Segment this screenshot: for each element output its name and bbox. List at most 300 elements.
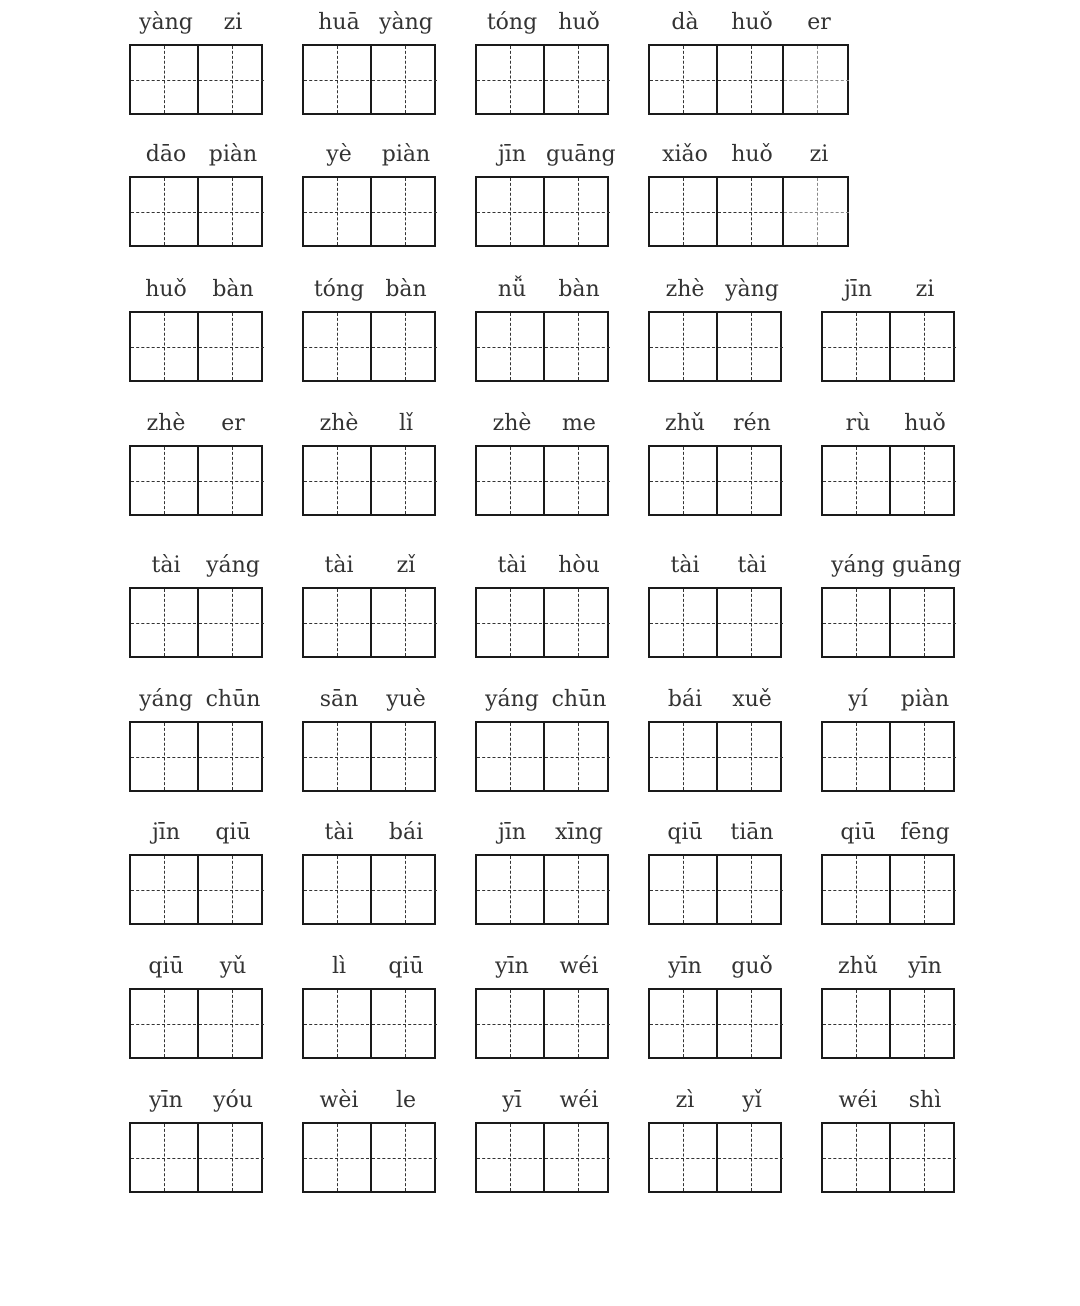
tian-grid-cell[interactable] bbox=[131, 447, 196, 514]
tian-grid-cell[interactable] bbox=[889, 723, 956, 790]
pinyin-label: tài bbox=[151, 553, 181, 578]
pinyin-label: yí bbox=[848, 687, 868, 712]
pinyin-label: shì bbox=[908, 1088, 942, 1113]
guide-line-horizontal bbox=[477, 890, 542, 891]
tian-grid-cell[interactable] bbox=[823, 723, 888, 790]
writing-box[interactable] bbox=[129, 176, 263, 247]
tian-grid-cell[interactable] bbox=[650, 178, 715, 245]
guide-line-horizontal bbox=[718, 890, 783, 891]
pinyin-label: huǒ bbox=[731, 10, 773, 35]
tian-grid-cell[interactable] bbox=[131, 856, 196, 923]
tian-grid-cell[interactable] bbox=[716, 856, 783, 923]
tian-grid-cell[interactable] bbox=[304, 178, 369, 245]
pinyin-label: piàn bbox=[900, 687, 950, 712]
pinyin-label: wéi bbox=[838, 1088, 878, 1113]
pinyin-label: qiū bbox=[148, 954, 184, 979]
tian-grid-cell[interactable] bbox=[131, 723, 196, 790]
tian-grid-cell[interactable] bbox=[131, 178, 196, 245]
guide-line-horizontal bbox=[784, 80, 849, 81]
writing-box[interactable] bbox=[821, 854, 955, 925]
tian-grid-cell[interactable] bbox=[477, 723, 542, 790]
guide-line-horizontal bbox=[545, 1158, 610, 1159]
guide-line-horizontal bbox=[650, 1158, 715, 1159]
tian-grid-cell[interactable] bbox=[889, 313, 956, 380]
pinyin-label: qiū bbox=[388, 954, 424, 979]
tian-grid-cell[interactable] bbox=[131, 990, 196, 1057]
pinyin-label: zi bbox=[915, 277, 935, 302]
writing-box[interactable] bbox=[129, 721, 263, 792]
pinyin-label: yóu bbox=[213, 1088, 253, 1113]
guide-line-horizontal bbox=[131, 1158, 196, 1159]
pinyin-label: yīn bbox=[908, 954, 942, 979]
pinyin-label: tiān bbox=[730, 820, 774, 845]
pinyin-label: yǐ bbox=[742, 1088, 762, 1113]
guide-line-horizontal bbox=[372, 1024, 437, 1025]
pinyin-label: yīn bbox=[149, 1088, 183, 1113]
pinyin-label: qiū bbox=[667, 820, 703, 845]
pinyin-label: xīng bbox=[555, 820, 603, 845]
tian-grid-cell[interactable] bbox=[370, 447, 437, 514]
writing-box[interactable] bbox=[475, 176, 609, 247]
tian-grid-cell[interactable] bbox=[716, 447, 783, 514]
tian-grid-cell[interactable] bbox=[370, 1124, 437, 1191]
pinyin-label: dà bbox=[671, 10, 699, 35]
tian-grid-cell[interactable] bbox=[477, 589, 542, 656]
writing-box[interactable] bbox=[475, 587, 609, 658]
tian-grid-cell[interactable] bbox=[370, 46, 437, 113]
guide-line-horizontal bbox=[372, 481, 437, 482]
writing-box[interactable] bbox=[648, 721, 782, 792]
guide-line-horizontal bbox=[304, 890, 369, 891]
guide-line-horizontal bbox=[718, 1024, 783, 1025]
tian-grid-cell[interactable] bbox=[650, 589, 715, 656]
guide-line-horizontal bbox=[823, 890, 888, 891]
tian-grid-cell[interactable] bbox=[823, 313, 888, 380]
writing-box[interactable] bbox=[821, 445, 955, 516]
tian-grid-cell[interactable] bbox=[370, 589, 437, 656]
pinyin-label: jīn bbox=[843, 277, 873, 302]
pinyin-label: lì bbox=[331, 954, 347, 979]
writing-box[interactable] bbox=[475, 854, 609, 925]
guide-line-horizontal bbox=[477, 757, 542, 758]
writing-box[interactable] bbox=[475, 311, 609, 382]
pinyin-label: jīn bbox=[497, 820, 527, 845]
guide-line-horizontal bbox=[199, 212, 264, 213]
pinyin-label: hòu bbox=[558, 553, 600, 578]
pinyin-label: yuè bbox=[386, 687, 426, 712]
tian-grid-cell[interactable] bbox=[477, 447, 542, 514]
guide-line-horizontal bbox=[477, 1024, 542, 1025]
guide-line-horizontal bbox=[545, 623, 610, 624]
writing-box[interactable] bbox=[648, 44, 849, 115]
tian-grid-cell[interactable] bbox=[131, 1124, 196, 1191]
writing-box[interactable] bbox=[302, 445, 436, 516]
writing-box[interactable] bbox=[475, 988, 609, 1059]
tian-grid-cell[interactable] bbox=[889, 1124, 956, 1191]
guide-line-horizontal bbox=[477, 481, 542, 482]
writing-box[interactable] bbox=[129, 854, 263, 925]
guide-line-horizontal bbox=[545, 1024, 610, 1025]
writing-box[interactable] bbox=[302, 176, 436, 247]
writing-box[interactable] bbox=[129, 988, 263, 1059]
writing-box[interactable] bbox=[821, 1122, 955, 1193]
guide-line-horizontal bbox=[131, 757, 196, 758]
guide-line-horizontal bbox=[891, 481, 956, 482]
guide-line-horizontal bbox=[650, 212, 715, 213]
tian-grid-cell[interactable] bbox=[477, 1124, 542, 1191]
pinyin-label: zhè bbox=[319, 411, 359, 436]
tian-grid-cell[interactable] bbox=[716, 178, 783, 245]
writing-box[interactable] bbox=[302, 587, 436, 658]
tian-grid-cell[interactable] bbox=[370, 856, 437, 923]
writing-box[interactable] bbox=[302, 1122, 436, 1193]
guide-line-horizontal bbox=[784, 212, 849, 213]
guide-line-horizontal bbox=[545, 212, 610, 213]
tian-grid-cell[interactable] bbox=[304, 313, 369, 380]
pinyin-label: yīn bbox=[668, 954, 702, 979]
tian-grid-cell[interactable] bbox=[889, 990, 956, 1057]
tian-grid-cell[interactable] bbox=[716, 723, 783, 790]
tian-grid-cell[interactable] bbox=[131, 313, 196, 380]
guide-line-horizontal bbox=[304, 80, 369, 81]
pinyin-label: guāng bbox=[892, 553, 962, 578]
tian-grid-cell[interactable] bbox=[197, 856, 264, 923]
guide-line-horizontal bbox=[199, 623, 264, 624]
pinyin-label: tài bbox=[670, 553, 700, 578]
tian-grid-cell[interactable] bbox=[477, 46, 542, 113]
tian-grid-cell[interactable] bbox=[716, 313, 783, 380]
guide-line-horizontal bbox=[823, 481, 888, 482]
tian-grid-cell[interactable] bbox=[650, 723, 715, 790]
pinyin-label: zi bbox=[223, 10, 243, 35]
writing-box[interactable] bbox=[302, 854, 436, 925]
guide-line-horizontal bbox=[891, 890, 956, 891]
guide-line-horizontal bbox=[372, 757, 437, 758]
pinyin-label: chūn bbox=[205, 687, 261, 712]
tian-grid-cell[interactable] bbox=[370, 723, 437, 790]
tian-grid-cell[interactable] bbox=[304, 589, 369, 656]
pinyin-label: wèi bbox=[319, 1088, 359, 1113]
guide-line-horizontal bbox=[304, 623, 369, 624]
pinyin-label: yàng bbox=[139, 10, 193, 35]
pinyin-label: nǚ bbox=[497, 277, 527, 302]
writing-box[interactable] bbox=[129, 445, 263, 516]
guide-line-horizontal bbox=[131, 1024, 196, 1025]
tian-grid-cell[interactable] bbox=[131, 589, 196, 656]
writing-box[interactable] bbox=[302, 988, 436, 1059]
tian-grid-cell[interactable] bbox=[823, 589, 888, 656]
tian-grid-cell[interactable] bbox=[716, 46, 783, 113]
pinyin-label: xuě bbox=[732, 687, 772, 712]
pinyin-label: huā bbox=[318, 10, 360, 35]
tian-grid-cell[interactable] bbox=[197, 46, 264, 113]
pinyin-label: huǒ bbox=[731, 142, 773, 167]
guide-line-horizontal bbox=[650, 1024, 715, 1025]
tian-grid-cell[interactable] bbox=[650, 313, 715, 380]
tian-grid-cell[interactable] bbox=[370, 313, 437, 380]
guide-line-horizontal bbox=[304, 1158, 369, 1159]
tian-grid-cell[interactable] bbox=[477, 856, 542, 923]
pinyin-label: wéi bbox=[559, 954, 599, 979]
guide-line-horizontal bbox=[131, 347, 196, 348]
guide-line-horizontal bbox=[477, 212, 542, 213]
guide-line-horizontal bbox=[823, 623, 888, 624]
tian-grid-cell[interactable] bbox=[823, 1124, 888, 1191]
tian-grid-cell[interactable] bbox=[197, 447, 264, 514]
pinyin-label: yè bbox=[326, 142, 352, 167]
pinyin-label: rù bbox=[845, 411, 871, 436]
guide-line-horizontal bbox=[199, 890, 264, 891]
pinyin-label: bái bbox=[388, 820, 424, 845]
pinyin-label: huǒ bbox=[558, 10, 600, 35]
pinyin-label: piàn bbox=[208, 142, 258, 167]
guide-line-horizontal bbox=[304, 347, 369, 348]
writing-box[interactable] bbox=[129, 587, 263, 658]
guide-line-horizontal bbox=[718, 623, 783, 624]
writing-box[interactable] bbox=[821, 721, 955, 792]
writing-box[interactable] bbox=[648, 311, 782, 382]
tian-grid-cell[interactable] bbox=[889, 447, 956, 514]
guide-line-horizontal bbox=[131, 890, 196, 891]
guide-line-horizontal bbox=[131, 80, 196, 81]
pinyin-label: tài bbox=[324, 553, 354, 578]
tian-grid-cell[interactable] bbox=[543, 723, 610, 790]
pinyin-label: zhè bbox=[146, 411, 186, 436]
tian-grid-cell[interactable] bbox=[823, 447, 888, 514]
guide-line-horizontal bbox=[304, 481, 369, 482]
guide-line-horizontal bbox=[891, 623, 956, 624]
guide-line-horizontal bbox=[372, 212, 437, 213]
pinyin-label: tóng bbox=[313, 277, 365, 302]
pinyin-label: le bbox=[395, 1088, 417, 1113]
tian-grid-cell[interactable] bbox=[197, 178, 264, 245]
writing-box[interactable] bbox=[302, 311, 436, 382]
tian-grid-cell[interactable] bbox=[197, 313, 264, 380]
guide-line-horizontal bbox=[718, 757, 783, 758]
guide-line-horizontal bbox=[199, 80, 264, 81]
pinyin-label: tài bbox=[497, 553, 527, 578]
writing-box[interactable] bbox=[648, 854, 782, 925]
guide-line-horizontal bbox=[199, 481, 264, 482]
tian-grid-cell[interactable] bbox=[543, 856, 610, 923]
tian-grid-cell[interactable] bbox=[543, 990, 610, 1057]
guide-line-horizontal bbox=[199, 1158, 264, 1159]
writing-box[interactable] bbox=[129, 311, 263, 382]
pinyin-label: bàn bbox=[385, 277, 427, 302]
tian-grid-cell[interactable] bbox=[782, 46, 849, 113]
guide-line-horizontal bbox=[372, 623, 437, 624]
guide-line-horizontal bbox=[823, 757, 888, 758]
pinyin-label: er bbox=[807, 10, 831, 35]
writing-box[interactable] bbox=[475, 44, 609, 115]
tian-grid-cell[interactable] bbox=[889, 856, 956, 923]
writing-box[interactable] bbox=[821, 988, 955, 1059]
pinyin-label: zǐ bbox=[396, 553, 416, 578]
guide-line-horizontal bbox=[477, 80, 542, 81]
pinyin-label: wéi bbox=[559, 1088, 599, 1113]
guide-line-horizontal bbox=[372, 347, 437, 348]
pinyin-label: zì bbox=[675, 1088, 695, 1113]
guide-line-horizontal bbox=[650, 890, 715, 891]
guide-line-horizontal bbox=[545, 890, 610, 891]
guide-line-horizontal bbox=[891, 347, 956, 348]
tian-grid-cell[interactable] bbox=[543, 46, 610, 113]
guide-line-horizontal bbox=[545, 80, 610, 81]
pinyin-label: bái bbox=[667, 687, 703, 712]
guide-line-horizontal bbox=[718, 481, 783, 482]
pinyin-label: jīn bbox=[151, 820, 181, 845]
tian-grid-cell[interactable] bbox=[370, 178, 437, 245]
guide-line-horizontal bbox=[891, 1158, 956, 1159]
pinyin-label: guāng bbox=[546, 142, 616, 167]
tian-grid-cell[interactable] bbox=[650, 1124, 715, 1191]
tian-grid-cell[interactable] bbox=[131, 46, 196, 113]
tian-grid-cell[interactable] bbox=[823, 990, 888, 1057]
tian-grid-cell[interactable] bbox=[370, 990, 437, 1057]
pinyin-label: zhǔ bbox=[665, 411, 705, 436]
tian-grid-cell[interactable] bbox=[716, 589, 783, 656]
writing-box[interactable] bbox=[302, 721, 436, 792]
tian-grid-cell[interactable] bbox=[543, 447, 610, 514]
guide-line-horizontal bbox=[650, 757, 715, 758]
tian-grid-cell[interactable] bbox=[197, 589, 264, 656]
pinyin-label: chūn bbox=[551, 687, 607, 712]
guide-line-horizontal bbox=[650, 347, 715, 348]
guide-line-horizontal bbox=[372, 890, 437, 891]
tian-grid-cell[interactable] bbox=[889, 589, 956, 656]
guide-line-horizontal bbox=[718, 1158, 783, 1159]
pinyin-label: qiū bbox=[840, 820, 876, 845]
pinyin-label: xiǎo bbox=[662, 142, 708, 167]
pinyin-label: qiū bbox=[215, 820, 251, 845]
pinyin-label: rén bbox=[733, 411, 771, 436]
tian-grid-cell[interactable] bbox=[304, 856, 369, 923]
tian-grid-cell[interactable] bbox=[197, 723, 264, 790]
pinyin-label: piàn bbox=[381, 142, 431, 167]
pinyin-label: huǒ bbox=[145, 277, 187, 302]
guide-line-horizontal bbox=[477, 1158, 542, 1159]
tian-grid-cell[interactable] bbox=[543, 1124, 610, 1191]
pinyin-label: dāo bbox=[145, 142, 187, 167]
writing-box[interactable] bbox=[129, 1122, 263, 1193]
writing-box[interactable] bbox=[648, 1122, 782, 1193]
guide-line-horizontal bbox=[823, 347, 888, 348]
pinyin-label: yàng bbox=[725, 277, 779, 302]
pinyin-label: yǔ bbox=[219, 954, 247, 979]
tian-grid-cell[interactable] bbox=[782, 178, 849, 245]
guide-line-horizontal bbox=[718, 80, 783, 81]
guide-line-horizontal bbox=[545, 481, 610, 482]
tian-grid-cell[interactable] bbox=[477, 178, 542, 245]
tian-grid-cell[interactable] bbox=[304, 447, 369, 514]
tian-grid-cell[interactable] bbox=[543, 313, 610, 380]
pinyin-label: bàn bbox=[212, 277, 254, 302]
guide-line-horizontal bbox=[650, 623, 715, 624]
writing-box[interactable] bbox=[648, 587, 782, 658]
pinyin-label: yáng bbox=[831, 553, 885, 578]
pinyin-label: yáng bbox=[139, 687, 193, 712]
guide-line-horizontal bbox=[650, 481, 715, 482]
writing-box[interactable] bbox=[821, 311, 955, 382]
tian-grid-cell[interactable] bbox=[650, 46, 715, 113]
guide-line-horizontal bbox=[823, 1158, 888, 1159]
tian-grid-cell[interactable] bbox=[477, 990, 542, 1057]
writing-box[interactable] bbox=[475, 1122, 609, 1193]
pinyin-label: er bbox=[221, 411, 245, 436]
pinyin-label: tài bbox=[324, 820, 354, 845]
tian-grid-cell[interactable] bbox=[304, 723, 369, 790]
writing-box[interactable] bbox=[648, 988, 782, 1059]
tian-grid-cell[interactable] bbox=[716, 1124, 783, 1191]
writing-box[interactable] bbox=[648, 445, 782, 516]
tian-grid-cell[interactable] bbox=[304, 990, 369, 1057]
pinyin-label: zhè bbox=[665, 277, 705, 302]
writing-box[interactable] bbox=[821, 587, 955, 658]
tian-grid-cell[interactable] bbox=[650, 447, 715, 514]
guide-line-horizontal bbox=[131, 481, 196, 482]
pinyin-label: guǒ bbox=[731, 954, 773, 979]
pinyin-label: yáng bbox=[206, 553, 260, 578]
tian-grid-cell[interactable] bbox=[197, 990, 264, 1057]
guide-line-horizontal bbox=[823, 1024, 888, 1025]
pinyin-label: me bbox=[562, 411, 596, 436]
pinyin-label: fēng bbox=[900, 820, 950, 845]
tian-grid-cell[interactable] bbox=[543, 589, 610, 656]
pinyin-label: yáng bbox=[485, 687, 539, 712]
guide-line-horizontal bbox=[545, 347, 610, 348]
tian-grid-cell[interactable] bbox=[650, 856, 715, 923]
guide-line-horizontal bbox=[304, 757, 369, 758]
guide-line-horizontal bbox=[199, 757, 264, 758]
pinyin-label: sān bbox=[319, 687, 359, 712]
writing-box[interactable] bbox=[129, 44, 263, 115]
writing-box[interactable] bbox=[302, 44, 436, 115]
tian-grid-cell[interactable] bbox=[477, 313, 542, 380]
pinyin-label: yīn bbox=[495, 954, 529, 979]
guide-line-horizontal bbox=[304, 1024, 369, 1025]
pinyin-label: huǒ bbox=[904, 411, 946, 436]
guide-line-horizontal bbox=[199, 1024, 264, 1025]
writing-box[interactable] bbox=[475, 721, 609, 792]
pinyin-label: yī bbox=[502, 1088, 522, 1113]
guide-line-horizontal bbox=[199, 347, 264, 348]
guide-line-horizontal bbox=[304, 212, 369, 213]
writing-box[interactable] bbox=[475, 445, 609, 516]
pinyin-label: tóng bbox=[486, 10, 538, 35]
writing-box[interactable] bbox=[648, 176, 849, 247]
guide-line-horizontal bbox=[891, 1024, 956, 1025]
pinyin-label: zhǔ bbox=[838, 954, 878, 979]
guide-line-horizontal bbox=[545, 757, 610, 758]
guide-line-horizontal bbox=[131, 623, 196, 624]
guide-line-horizontal bbox=[131, 212, 196, 213]
tian-grid-cell[interactable] bbox=[716, 990, 783, 1057]
pinyin-label: lǐ bbox=[398, 411, 414, 436]
pinyin-label: jīn bbox=[497, 142, 527, 167]
tian-grid-cell[interactable] bbox=[650, 990, 715, 1057]
guide-line-horizontal bbox=[891, 757, 956, 758]
pinyin-label: zi bbox=[809, 142, 829, 167]
tian-grid-cell[interactable] bbox=[823, 856, 888, 923]
tian-grid-cell[interactable] bbox=[197, 1124, 264, 1191]
tian-grid-cell[interactable] bbox=[304, 46, 369, 113]
tian-grid-cell[interactable] bbox=[543, 178, 610, 245]
guide-line-horizontal bbox=[650, 80, 715, 81]
tian-grid-cell[interactable] bbox=[304, 1124, 369, 1191]
pinyin-label: bàn bbox=[558, 277, 600, 302]
guide-line-horizontal bbox=[477, 623, 542, 624]
pinyin-label: tài bbox=[737, 553, 767, 578]
